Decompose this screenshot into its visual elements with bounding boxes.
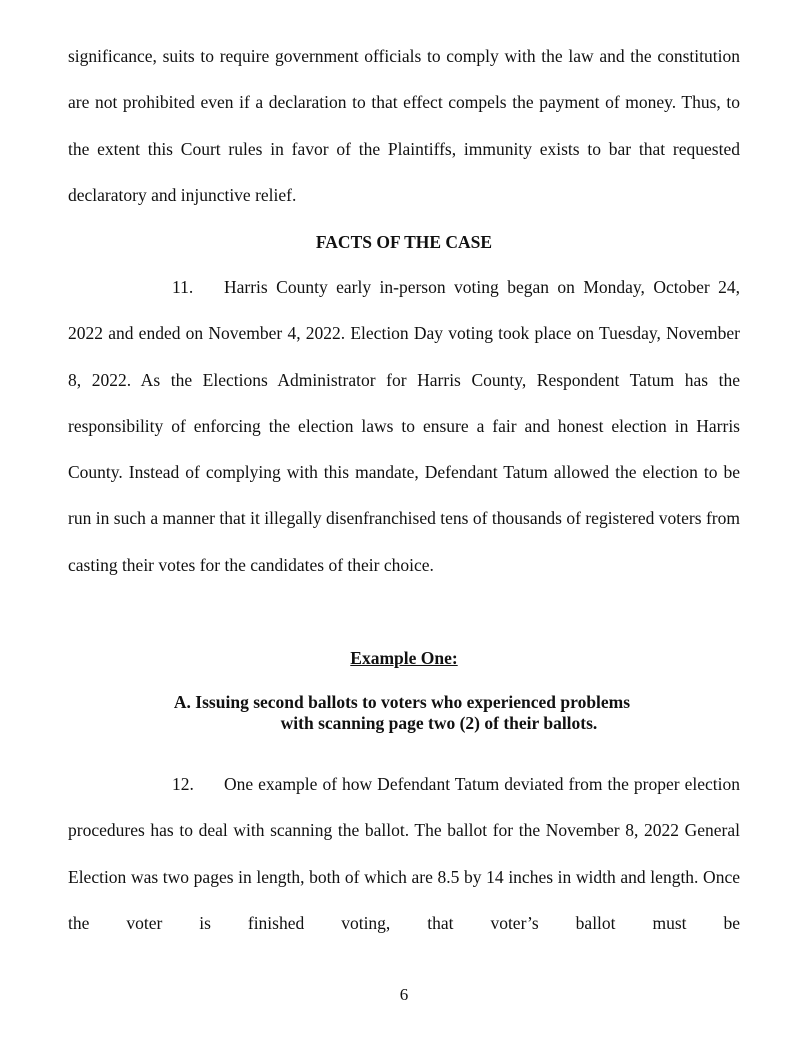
paragraph-12 bbox=[68, 761, 740, 946]
document-page bbox=[68, 0, 740, 1051]
subheading-second-ballots bbox=[68, 692, 740, 734]
paragraph-11-number: 11. bbox=[172, 277, 194, 297]
paragraph-immunity: significance, suits to require government officials to comply with the law and the constitution are not prohibited even if a declaration to that effect compels the payment of money. Thus, to the extent this Court rules in favor of the Plaintiffs, immunity exists to bar that requested declaratory and injunctive relief. bbox=[68, 46, 740, 205]
paragraph-11-text: Harris County early in-person voting began on Monday, October 24, 2022 and ended on November 4, 2022. Election Day voting took place on Tuesday, November 8, 2022. As the Elections Administrator for Harris County, Respondent Tatum has the responsibility of enforcing the election laws to ensure a fair and honest election in Harris County. Instead of complying with this mandate, Defendant Tatum allowed the election to be run in such a manner that it illegally disenfranchised tens of thousands of registered voters from casting their votes for the candidates of their choice. bbox=[68, 277, 740, 575]
heading-facts-of-the-case: FACTS OF THE CASE bbox=[315, 232, 493, 252]
paragraph-12-text: One example of how Defendant Tatum deviated from the proper election procedures has to deal with scanning the ballot. The ballot for the November 8, 2022 General Election was two pages in length, both of which are 8.5 by 14 inches in width and length. Once the voter is finished voting, that voter’s ballot must be bbox=[68, 774, 740, 933]
subheading-line-1: A. Issuing second ballots to voters who experienced problems bbox=[173, 692, 631, 712]
heading-example-one: Example One: bbox=[350, 648, 458, 668]
paragraph-11 bbox=[68, 264, 740, 588]
paragraph-12-number: 12. bbox=[172, 774, 194, 794]
subheading-line-2: with scanning page two (2) of their ballots. bbox=[280, 713, 598, 733]
page-number: 6 bbox=[399, 985, 409, 1004]
